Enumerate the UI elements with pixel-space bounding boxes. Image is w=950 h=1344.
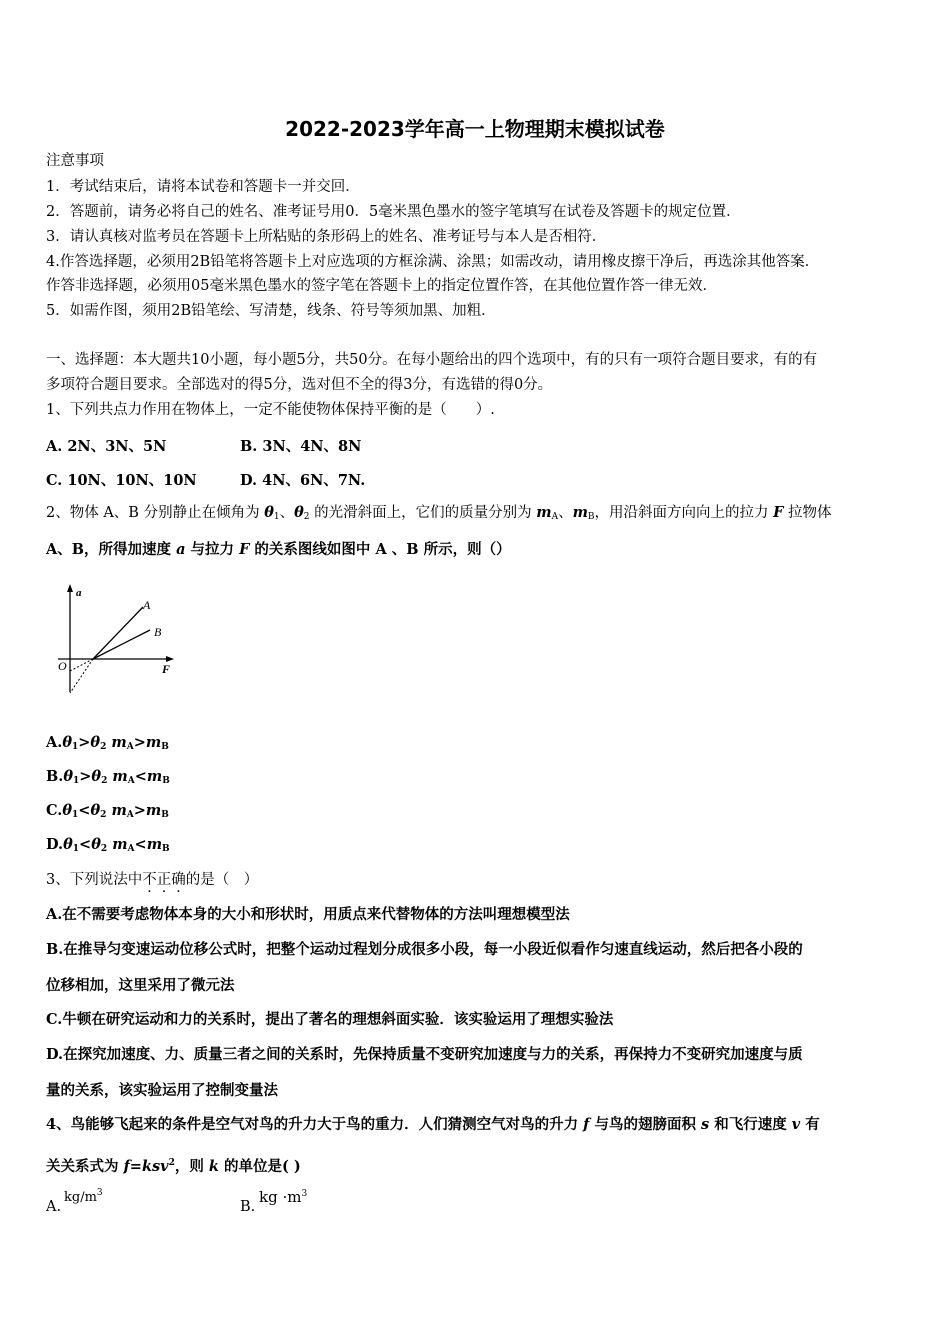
notice-item-2: 2．答题前，请务必将自己的姓名、准考证号用0．5毫米黑色墨水的签字笔填写在试卷及答题卡的规定位置． [46, 204, 741, 220]
emphasis-char: 不 [142, 872, 157, 888]
emphasis-char: 确 [171, 872, 186, 888]
notice-item-4-cont: 作答非选择题，必须用05毫米黑色墨水的签字笔在答题卡上的指定位置作答，在其他位置作答一律无效． [46, 278, 717, 294]
question-1-stem: 1、下列共点力作用在物体上，一定不能使物体保持平衡的是（ ）. [46, 402, 495, 418]
q2-option-a: $A.\theta_1>\theta_2$ $m_A>m_B$ [46, 734, 169, 752]
q3-option-a: A.在不需要考虑物体本身的大小和形状时，用质点来代替物体的方法叫理想模型法 [46, 906, 570, 923]
a-f-graph [50, 582, 185, 697]
section-instructions-2: 多项符合题目要求。全部选对的得5分，选对但不全的得3分，有选错的得0分。 [46, 377, 553, 393]
graph-line-a-extension [70, 659, 93, 693]
q1-option-c: C. 10N、10N、10N [46, 472, 197, 489]
q2-text: 2、物体 A、B 分别静止在倾角为 [46, 505, 265, 521]
q4-option-a-unit: $kg/m^3$ [64, 1188, 103, 1205]
origin-label: O [58, 659, 67, 673]
y-axis-label: a [76, 587, 82, 599]
line-b-label: B [154, 625, 162, 639]
q3-option-b-1: B.在推导匀变速运动位移公式时，把整个运动过程划分成很多小段，每一小段近似看作匀速直线运动，然后把各小段的 [46, 941, 803, 958]
q1-option-a: A. 2N、3N、5N [46, 438, 167, 455]
question-4-line-2: 关关系式为 f=ksv$^2$，则 k 的单位是( ) [46, 1158, 301, 1175]
section-instructions-1: 一、选择题：本大题共10小题，每小题5分，共50分。在每小题给出的四个选项中，有的只有一项符合题目要求，有的有 [46, 352, 818, 368]
notice-item-4: 4.作答选择题，必须用2B铅笔将答题卡上对应选项的方框涂满、涂黑；如需改动，请用橡皮擦干净后，再选涂其他答案． [46, 254, 820, 270]
question-3-stem: 3、下列说法中不正确的是（ ） [46, 872, 259, 888]
q2-option-d: $D.\theta_1<\theta_2$ $m_A<m_B$ [46, 836, 170, 854]
q4-option-b-unit: kg $\cdot m^3$ [259, 1188, 308, 1206]
q3-option-c: C.牛顿在研究运动和力的关系时，提出了著名的理想斜面实验．该实验运用了理想实验法 [46, 1011, 614, 1028]
y-axis-arrow [67, 584, 73, 592]
question-2-line-2: A、B，所得加速度 a 与拉力 F 的关系图线如图中 A 、B 所示，则（） [46, 541, 511, 558]
q4-option-b-label: B. [240, 1199, 256, 1215]
q4-formula: f=ksv [123, 1158, 169, 1175]
question-2-line-1: 2、物体 A、B 分别静止在倾角为 $\theta_1$、$\theta_2$ 的光滑斜面上，它们的质量分别为 $m_A$、$m_B$，用沿斜面方向向上的拉力 F 拉物体 [46, 504, 832, 522]
x-axis-label: F [162, 662, 171, 676]
q1-option-b: B. 3N、4N、8N [240, 438, 362, 455]
notice-item-5: 5．如需作图，须用2B铅笔绘、写清楚，线条、符号等须加黑、加粗． [46, 303, 496, 319]
q2-option-b: $B.\theta_1>\theta_2$ $m_A<m_B$ [46, 768, 170, 786]
graph-line-b-extension [70, 659, 93, 671]
q2-option-c: $C.\theta_1<\theta_2$ $m_A>m_B$ [46, 802, 169, 820]
notice-item-3: 3．请认真核对监考员在答题卡上所粘贴的条形码上的姓名、准考证号与本人是否相符． [46, 229, 607, 245]
notice-item-1: 1．考试结束后，请将本试卷和答题卡一并交回． [46, 179, 360, 195]
q3-option-d-1: D.在探究加速度、力、质量三者之间的关系时，先保持质量不变研究加速度与力的关系，再保持力不变研究加速度与质 [46, 1046, 803, 1063]
page-title: 2022-2023学年高一上物理期末模拟试卷 [285, 117, 665, 141]
q4-option-a-label: A. [46, 1199, 62, 1215]
question-4-line-1: 4、鸟能够飞起来的条件是空气对鸟的升力大于鸟的重力．人们猜测空气对鸟的升力 f 与鸟的翅膀面积 s 和飞行速度 v 有 [46, 1116, 820, 1133]
q3-option-d-2: 量的关系，该实验运用了控制变量法 [46, 1082, 278, 1099]
q1-option-d: D. 4N、6N、7N. [240, 472, 366, 489]
graph-line-b [93, 630, 150, 659]
notice-heading: 注意事项 [46, 153, 104, 169]
graph-line-a [93, 607, 143, 659]
q3-option-b-2: 位移相加，这里采用了微元法 [46, 977, 235, 994]
emphasis-char: 正 [156, 872, 172, 888]
line-a-label: A [143, 598, 151, 612]
